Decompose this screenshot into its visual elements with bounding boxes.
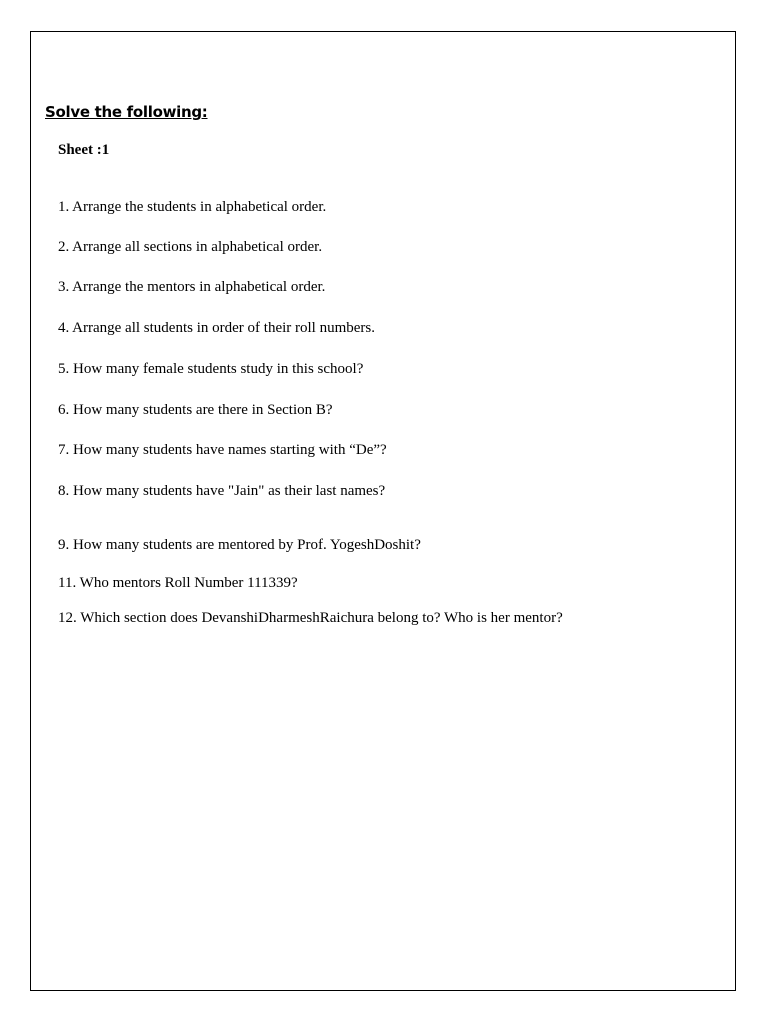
question-2: 2. Arrange all sections in alphabetical order.	[58, 239, 323, 255]
question-1: 1. Arrange the students in alphabetical order.	[58, 199, 327, 215]
question-11: 11. Who mentors Roll Number 111339?	[58, 575, 298, 591]
document-page	[30, 31, 736, 991]
question-8: 8. How many students have "Jain" as their last names?	[58, 483, 386, 499]
question-7: 7. How many students have names starting with “De”?	[58, 442, 387, 458]
sheet-label: Sheet :1	[58, 142, 110, 158]
question-3: 3. Arrange the mentors in alphabetical order.	[58, 279, 326, 295]
question-9: 9. How many students are mentored by Prof. YogeshDoshit?	[58, 537, 421, 553]
question-5: 5. How many female students study in this school?	[58, 361, 364, 377]
question-6: 6. How many students are there in Section B?	[58, 402, 333, 418]
question-4: 4. Arrange all students in order of their roll numbers.	[58, 320, 376, 336]
question-12: 12. Which section does DevanshiDharmeshRaichura belong to? Who is her mentor?	[58, 610, 563, 626]
page-heading: Solve the following:	[45, 103, 208, 121]
